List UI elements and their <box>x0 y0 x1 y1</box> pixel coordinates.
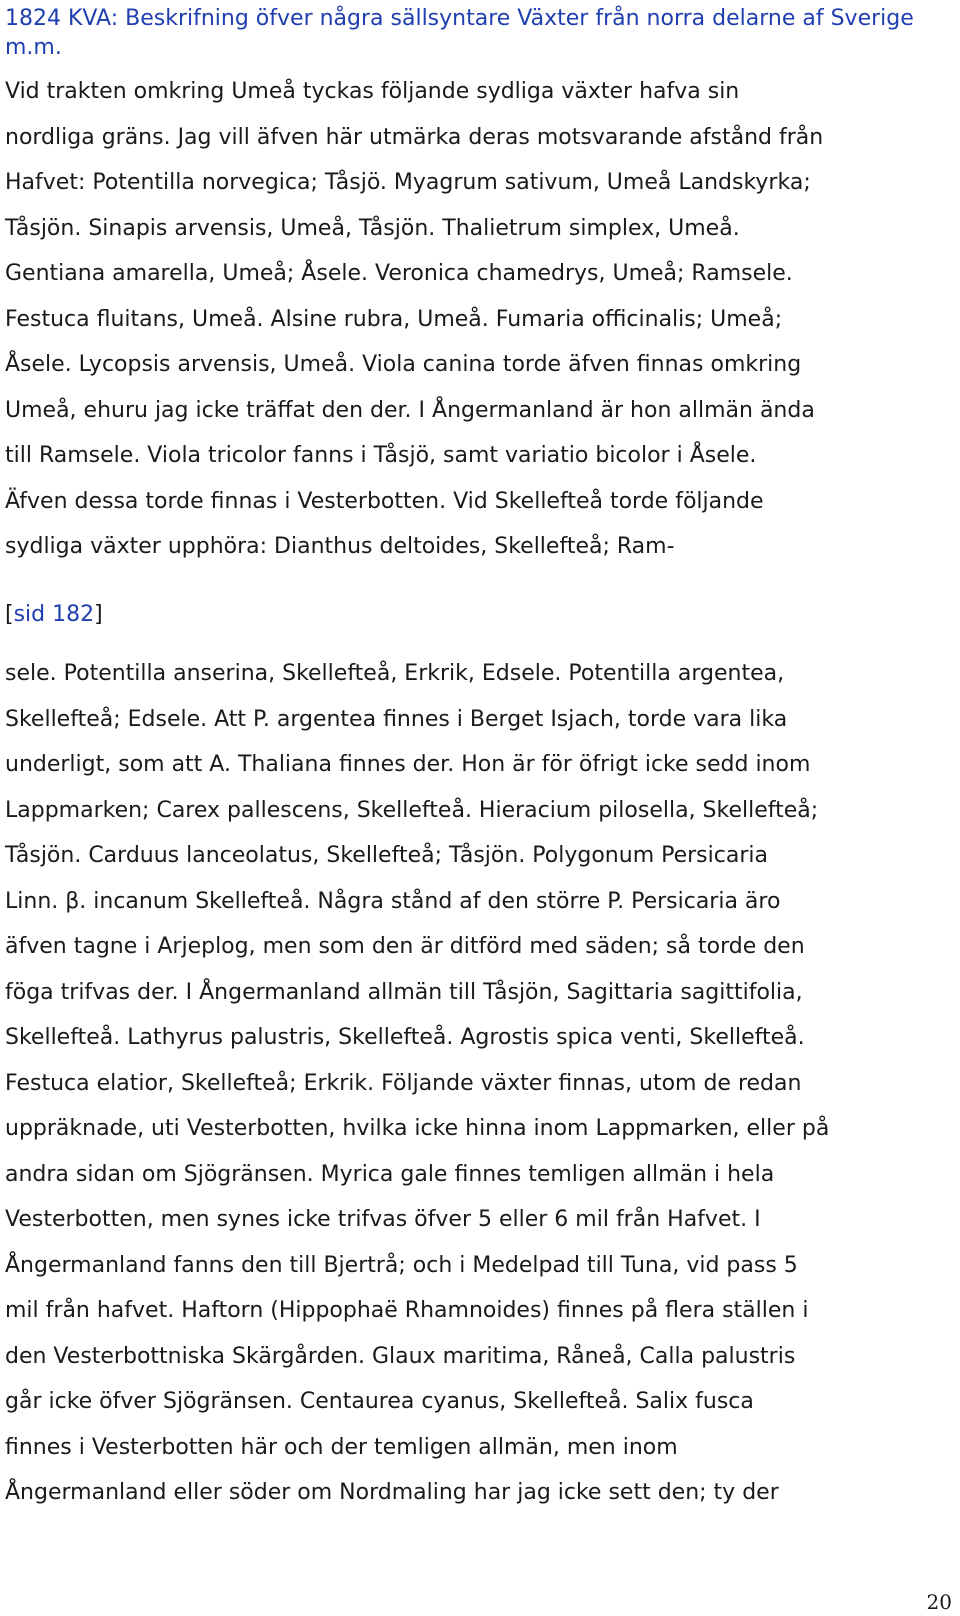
text-line: andra sidan om Sjögränsen. Myrica gale finnes temligen allmän i hela <box>5 1161 775 1187</box>
text-line: nordliga gräns. Jag vill äfven här utmärka deras motsvarande afstånd från <box>5 124 824 150</box>
text-line: finnes i Vesterbotten här och der temligen allmän, men inom <box>5 1434 678 1460</box>
page-number: 20 <box>926 1590 952 1614</box>
text-line: till Ramsele. Viola tricolor fanns i Tåsjö, samt variatio bicolor i Åsele. <box>5 443 757 468</box>
text-line: äfven tagne i Arjeplog, men som den är ditförd med säden; så torde den <box>5 934 805 959</box>
text-line: Festuca elatior, Skellefteå; Erkrik. Följande växter finnas, utom de redan <box>5 1070 802 1096</box>
text-line: Linn. β. incanum Skellefteå. Några stånd af den större P. Persicaria äro <box>5 888 781 914</box>
text-line: går icke öfver Sjögränsen. Centaurea cyanus, Skellefteå. Salix fusca <box>5 1389 754 1414</box>
text-line: Åsele. Lycopsis arvensis, Umeå. Viola canina torde äfven finnas omkring <box>5 352 802 377</box>
text-line: Festuca fluitans, Umeå. Alsine rubra, Umeå. Fumaria officinalis; Umeå; <box>5 306 783 332</box>
text-line: Ångermanland fanns den till Bjertrå; och i Medelpad till Tuna, vid pass 5 <box>5 1252 798 1278</box>
text-line: Ångermanland eller söder om Nordmaling har jag icke sett den; ty der <box>5 1480 779 1505</box>
page-reference <box>5 604 103 626</box>
text-line: Skellefteå. Lathyrus palustris, Skellefteå. Agrostis spica venti, Skellefteå. <box>5 1025 805 1050</box>
text-line: Umeå, ehuru jag icke träffat den der. I Ångermanland är hon allmän ända <box>5 397 815 423</box>
text-line: Gentiana amarella, Umeå; Åsele. Veronica chamedrys, Umeå; Ramsele. <box>5 261 793 286</box>
text-line: föga trifvas der. I Ångermanland allmän till Tåsjön, Sagittaria sagittifolia, <box>5 979 803 1005</box>
text-line: underligt, som att A. Thaliana finnes der. Hon är för öfrigt icke sedd inom <box>5 752 811 777</box>
text-line: Vid trakten omkring Umeå tyckas följande sydliga växter hafva sin <box>5 79 740 104</box>
page-reference-link[interactable]: sid 182 <box>13 602 95 627</box>
text-line: sydliga växter upphöra: Dianthus deltoides, Skellefteå; Ram- <box>5 534 675 559</box>
paragraph-1 <box>5 69 955 570</box>
text-line: Tåsjön. Sinapis arvensis, Umeå, Tåsjön. Thalietrum simplex, Umeå. <box>5 215 740 241</box>
text-line: Skellefteå; Edsele. Att P. argentea finnes i Berget Isjach, torde vara lika <box>5 706 788 732</box>
text-line: Vesterbotten, men synes icke trifvas öfver 5 eller 6 mil från Hafvet. I <box>5 1207 761 1232</box>
text-line: mil från hafvet. Haftorn (Hippophaë Rhamnoides) finnes på flera ställen i <box>5 1298 809 1323</box>
text-line: Hafvet: Potentilla norvegica; Tåsjö. Myagrum sativum, Umeå Landskyrka; <box>5 170 811 195</box>
text-line: Lappmarken; Carex pallescens, Skellefteå. Hieracium pilosella, Skellefteå; <box>5 797 819 823</box>
text-line: sele. Potentilla anserina, Skellefteå, Erkrik, Edsele. Potentilla argentea, <box>5 661 785 686</box>
page-reference-open-bracket: [ <box>5 602 14 627</box>
page-reference-close-bracket: ] <box>94 602 103 627</box>
text-line: Äfven dessa torde finnas i Vesterbotten. Vid Skellefteå torde följande <box>5 488 764 514</box>
text-line: den Vesterbottniska Skärgården. Glaux maritima, Råneå, Calla palustris <box>5 1343 796 1369</box>
document-title: 1824 KVA: Beskrifning öfver några sällsyntare Växter från norra delarne af Sverige m.m. <box>5 6 914 60</box>
paragraph-2 <box>5 651 955 1516</box>
text-line: uppräknade, uti Vesterbotten, hvilka icke hinna inom Lappmarken, eller på <box>5 1116 830 1141</box>
text-line: Tåsjön. Carduus lanceolatus, Skellefteå; Tåsjön. Polygonum Persicaria <box>5 843 768 868</box>
